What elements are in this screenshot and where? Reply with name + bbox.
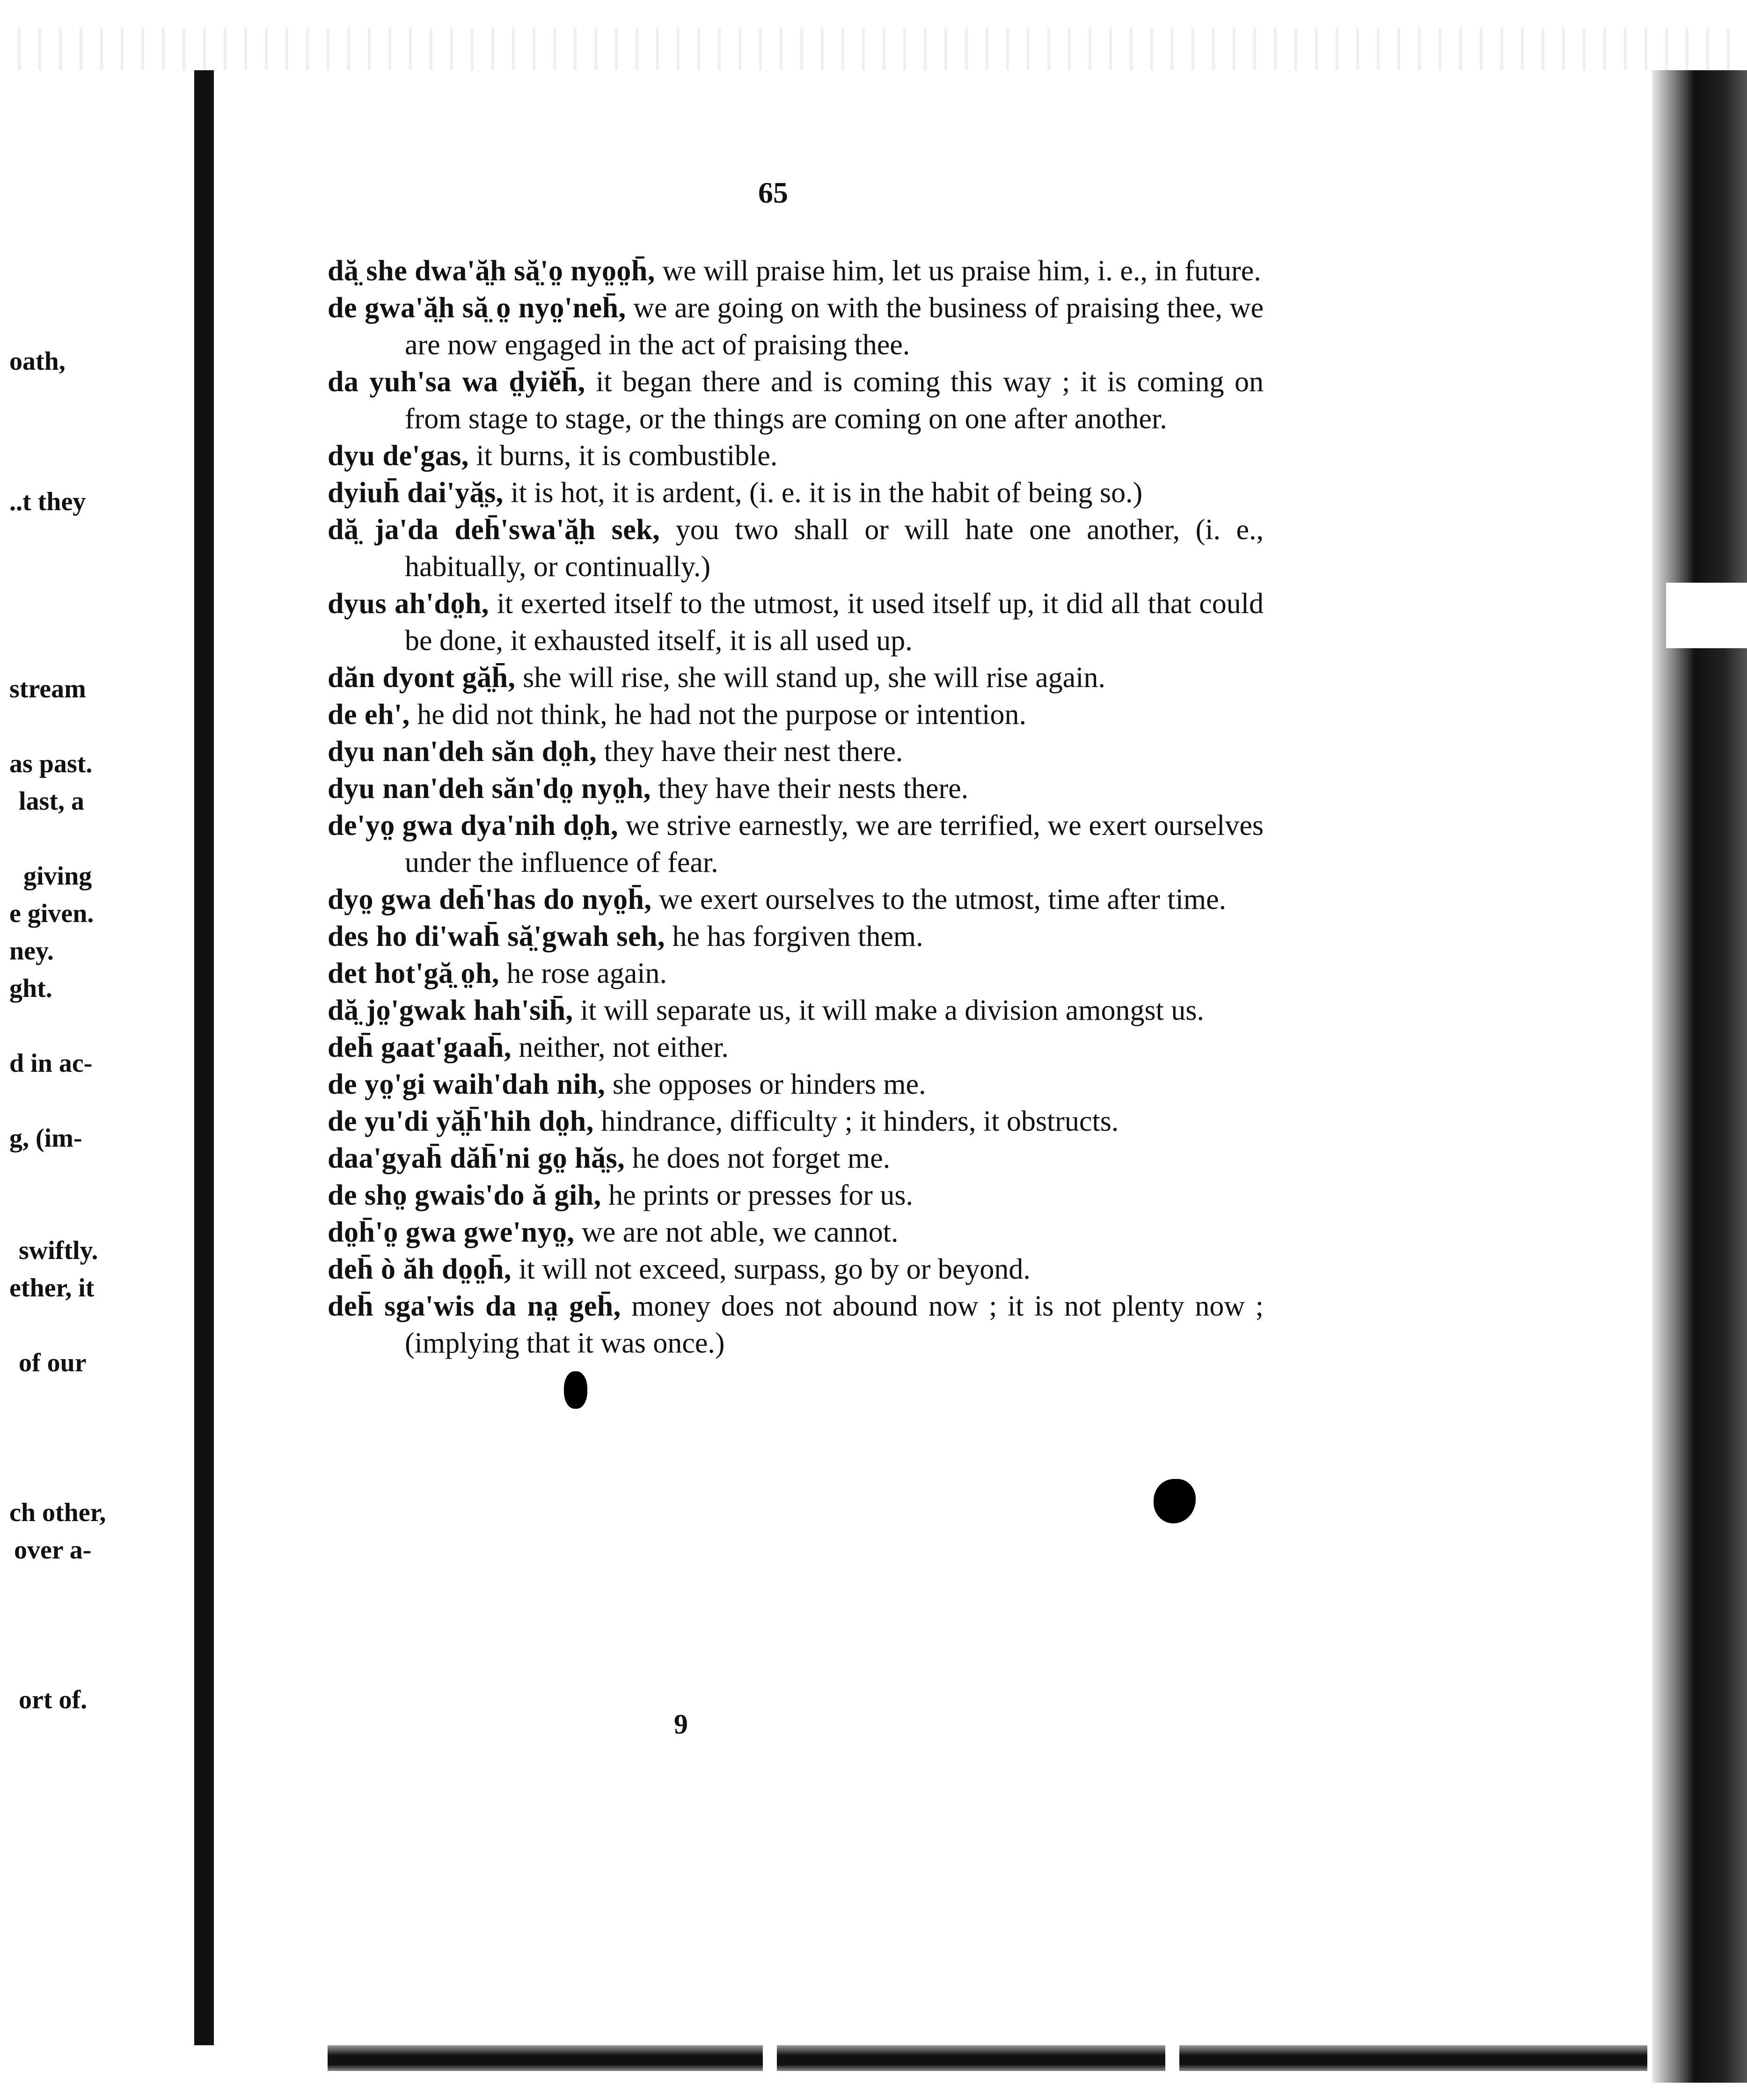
entry-headword: dyu nan'deh săn do̤h, [328, 736, 597, 768]
dictionary-entry [328, 1103, 1264, 1140]
book-gutter [194, 70, 214, 2045]
facing-page-fragment: ..t they [9, 487, 86, 516]
scan-noise-top [0, 28, 1747, 70]
dictionary-entry [328, 1251, 1264, 1288]
entry-headword: dă̤ ja'da deh̄'swa'ă̤h sek, [328, 514, 660, 546]
facing-page-fragment: oath, [9, 347, 66, 376]
dictionary-entry [328, 918, 1264, 955]
entry-definition: we are going on with the business of praising thee, we are now engaged in the act of praising thee. [405, 292, 1264, 361]
dictionary-entry-list [328, 253, 1264, 1362]
bottom-edge-gap [1165, 2043, 1179, 2076]
dictionary-entry [328, 364, 1264, 438]
entry-definition: it will not exceed, surpass, go by or beyond. [519, 1253, 1031, 1285]
facing-page-fragment: ght. [9, 974, 52, 1003]
entry-headword: de yo̤'gi waih'dah nih, [328, 1068, 606, 1100]
dictionary-entry [328, 1029, 1264, 1066]
entry-definition: we exert ourselves to the utmost, time after time. [659, 884, 1227, 915]
facing-page-fragment: ch other, [9, 1498, 106, 1527]
dictionary-entry [328, 992, 1264, 1029]
page-edge-shadow [1652, 70, 1747, 2083]
entry-definition: it is hot, it is ardent, (i. e. it is in the habit of being so.) [511, 477, 1143, 509]
bottom-edge-gap [763, 2043, 777, 2076]
entry-definition: they have their nests there. [658, 773, 969, 805]
signature-mark: 9 [674, 1709, 688, 1740]
entry-headword: deh̄ sga'wis da na̤ geh̄, [328, 1290, 621, 1322]
dictionary-entry [328, 955, 1264, 992]
ink-blot [1154, 1479, 1196, 1523]
entry-definition: he prints or presses for us. [608, 1179, 914, 1211]
entry-definition: he rose again. [506, 958, 667, 989]
entry-definition: money does not abound now ; it is not plenty now ; (implying that it was once.) [405, 1290, 1264, 1359]
entry-definition: he has forgiven them. [672, 921, 923, 952]
facing-page-edge [0, 0, 187, 2100]
facing-page-fragment: g, (im- [9, 1124, 82, 1153]
dictionary-entry [328, 1066, 1264, 1103]
entry-headword: do̤h̄'o̤ gwa gwe'nyo̤, [328, 1216, 575, 1248]
dictionary-entry [328, 1140, 1264, 1177]
entry-headword: de sho̤ gwais'do ă gih, [328, 1179, 601, 1211]
dictionary-entry [328, 253, 1264, 290]
entry-headword: deh̄ gaat'gaah̄, [328, 1032, 512, 1063]
dictionary-entry [328, 1177, 1264, 1214]
entry-headword: de gwa'ă̤h să̤ o̤ nyo̤'neh̄, [328, 292, 626, 324]
entry-definition: we strive earnestly, we are terrified, we exert ourselves under the influence of fear. [405, 810, 1264, 878]
page-number: 65 [758, 176, 788, 209]
entry-headword: dă̤ jo̤'gwak hah'sih̄, [328, 995, 573, 1026]
entry-definition: we will praise him, let us praise him, i. e., in future. [662, 255, 1261, 287]
facing-page-fragment: as past. [9, 749, 93, 778]
entry-definition: we are not able, we cannot. [581, 1216, 899, 1248]
dictionary-entry [328, 881, 1264, 918]
bottom-page-edge [328, 2045, 1647, 2071]
entry-headword: dyo̤ gwa deh̄'has do nyo̤h̄, [328, 884, 652, 915]
dictionary-entry [328, 290, 1264, 364]
entry-definition: she will rise, she will stand up, she will rise again. [523, 662, 1106, 694]
dictionary-entry [328, 770, 1264, 807]
facing-page-fragment: d in ac- [9, 1049, 93, 1078]
entry-definition: you two shall or will hate one another, (i. e., habitually, or continually.) [405, 514, 1264, 583]
entry-headword: dyu de'gas, [328, 440, 469, 472]
entry-definition: neither, not either. [519, 1032, 729, 1063]
facing-page-fragment: ort of. [19, 1685, 88, 1714]
entry-headword: dyu nan'deh săn'do̤ nyo̤h, [328, 773, 651, 805]
facing-page-fragment: ether, it [9, 1273, 95, 1302]
entry-headword: da yuh'sa wa d̤yiĕh̄, [328, 366, 585, 398]
entry-headword: deh̄ ò ăh do̤o̤h̄, [328, 1253, 512, 1285]
entry-headword: de'yo̤ gwa dya'nih do̤h, [328, 810, 619, 841]
dictionary-entry [328, 807, 1264, 881]
entry-headword: dă̤ she dwa'ă̤h să̤'o̤ nyo̤o̤h̄, [328, 255, 655, 287]
facing-page-fragment: e given. [9, 899, 94, 928]
page-edge-notch [1666, 583, 1747, 648]
dictionary-entry [328, 438, 1264, 475]
entry-headword: dăn dyont gă̤h̄, [328, 662, 516, 694]
entry-headword: de yu'di yă̤h̄'hih do̤h, [328, 1105, 594, 1137]
entry-headword: dyiuh̄ dai'yă̤s, [328, 477, 504, 509]
entry-definition: she opposes or hinders me. [612, 1068, 926, 1100]
facing-page-fragment: over a- [14, 1536, 92, 1565]
facing-page-fragment: last, a [19, 787, 84, 816]
entry-definition: it began there and is coming this way ; it is coming on from stage to stage, or the things are coming on one after another. [405, 366, 1264, 435]
entry-definition: it will separate us, it will make a division amongst us. [580, 995, 1204, 1026]
entry-definition: he does not forget me. [632, 1142, 891, 1174]
entry-definition: it exerted itself to the utmost, it used itself up, it did all that could be done, it exhausted itself, it is all used up. [405, 588, 1264, 657]
facing-page-fragment: stream [9, 674, 86, 703]
dictionary-entry [328, 475, 1264, 512]
dictionary-entry [328, 1214, 1264, 1251]
dictionary-entry [328, 733, 1264, 770]
entry-headword: daa'gyah̄ dăh̄'ni go̤ hă̤s, [328, 1142, 625, 1174]
entry-definition: he did not think, he had not the purpose or intention. [417, 699, 1027, 731]
entry-definition: hindrance, difficulty ; it hinders, it obstructs. [601, 1105, 1119, 1137]
facing-page-fragment: swiftly. [19, 1236, 98, 1265]
dictionary-entry [328, 659, 1264, 696]
ink-blot [564, 1371, 587, 1409]
dictionary-entry [328, 585, 1264, 659]
entry-definition: they have their nest there. [604, 736, 903, 768]
facing-page-fragment: ney. [9, 937, 54, 966]
entry-headword: des ho di'wah̄ să̤'gwah seh, [328, 921, 665, 952]
facing-page-fragment: giving [23, 862, 92, 891]
facing-page-fragment: of our [19, 1348, 87, 1377]
dictionary-entry [328, 1288, 1264, 1362]
entry-headword: de eh', [328, 699, 410, 731]
entry-headword: dyus ah'do̤h, [328, 588, 489, 620]
entry-definition: it burns, it is combustible. [476, 440, 778, 472]
dictionary-entry [328, 512, 1264, 585]
entry-headword: det hot'gă̤ o̤h, [328, 958, 499, 989]
dictionary-entry [328, 696, 1264, 733]
